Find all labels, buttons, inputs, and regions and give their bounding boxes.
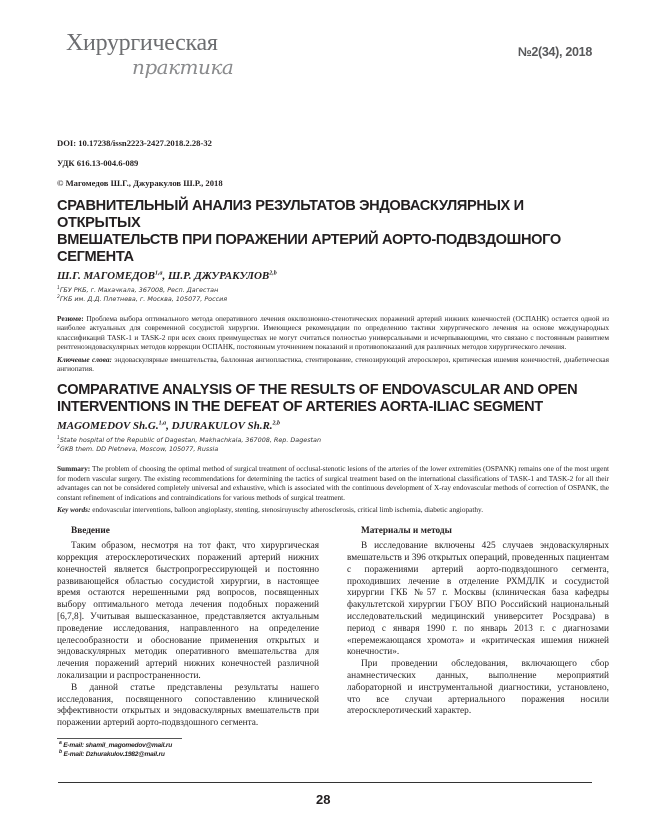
udk: УДК 616.13-004.6-089 (57, 158, 139, 168)
footnote-b-mark: b (59, 748, 62, 755)
page-number: 28 (316, 792, 331, 807)
footnote-a-mark: a (59, 739, 62, 746)
keywords-label: Ключевые слова: (57, 354, 112, 364)
methods-heading: Материалы и методы (361, 526, 452, 537)
affiliations-en: $^1$State hospital of the Republic of Dagestan, Makhachkala, 367008, Rep. Dagestan $^2$GKB them. DD Pletneva, Moscow, 105077, Russia (57, 436, 322, 454)
author2-sup: 2,b (269, 270, 277, 277)
summary-label: Summary: (57, 464, 91, 474)
intro-paragraph-1: Таким образом, несмотря на тот факт, что хирургическая коррекция атеросклеротических поражений артерий нижних конечностей является быстропрогрессирующей и постоянно развивающейся областью сосудистой хирургии, в настоящее время остаются нерешенными ряд вопросов, посвященных выбору оптимального метода лечения подобных поражений [6,7,8]. Учитывая вышесказанное, представляется актуальным проведение исследования, направленного на определение целесообразности и обоснование применения открытых и эндоваскулярных методик оперативного вмешательства для лечения поражений артерий нижних конечностей различной локализации и распространенности. (57, 541, 319, 682)
email-a[interactable]: E-mail: shamil_magomedov@mail.ru (63, 742, 173, 750)
footer-divider (58, 782, 592, 783)
intro-heading: Введение (71, 526, 110, 537)
title-ru-line2: ВМЕШАТЕЛЬСТВ ПРИ ПОРАЖЕНИИ АРТЕРИЙ АОРТО-ПОДВЗДОШНОГО СЕГМЕНТА (57, 232, 561, 265)
author2-en: DJURAKULOV Sh.R. (171, 420, 273, 433)
methods-paragraph-1: В исследование включены 425 случаев эндоваскулярных вмешательств и 396 открытых операций, проведенных пациентам с поражениями артерий аорто-подвздошного сегмента, проходивших лечение в отделение РХМДЛК и сосудистой хирургии ГКБ №57 г. Москвы (клиническая база кафедры факультетской хирургии ГБОУ ВПО Российский национальный исследовательский медицинский университет Росздрава) в период с января 1990 г. по январь 2013 г. с диагнозами «перемежающаяся хромота» и «критическая ишемия нижней конечности». (347, 541, 609, 658)
title-en-line1: COMPARATIVE ANALYSIS OF THE RESULTS OF ENDOVASCULAR AND OPEN (57, 382, 578, 399)
affiliation1-ru: ГБУ РКБ, г. Махачкала, 367008, Респ. Дагестан (59, 286, 219, 294)
abstract-label: Резюме: (57, 314, 84, 323)
left-column (57, 526, 319, 759)
author1-en-sup: 1,a (158, 420, 167, 427)
footnote-a (57, 741, 319, 750)
author2-en-sup: 2,b (272, 420, 281, 427)
methods-paragraph-2: При проведении обследования, включающего сбор анамнестических данных, выполнение мероприятий лабораторной и инструментальной диагностики, установлено, что все случаи артериального поражения носили атеросклеротический характер. (347, 659, 609, 717)
body-columns (57, 526, 609, 759)
abstract-ru (57, 314, 609, 352)
author2-ru: Ш.Р. ДЖУРАКУЛОВ (167, 270, 270, 282)
issue-number: №2(34), 2018 (517, 45, 592, 59)
title-ru (57, 198, 609, 266)
intro-paragraph-2: В данной статье представлены результаты нашего исследования, посвященного сопоставлению клинической эффективности открытых и эндоваскулярных вмешательств при поражении артерий аорто-подвздошного сегмента. (57, 682, 319, 729)
keywords-en-label: Key words: (57, 505, 91, 515)
title-ru-line1: СРАВНИТЕЛЬНЫЙ АНАЛИЗ РЕЗУЛЬТАТОВ ЭНДОВАСКУЛЯРНЫХ И ОТКРЫТЫХ (57, 198, 524, 231)
affiliations-ru: $^1$ГБУ РКБ, г. Махачкала, 367008, Респ. Дагестан $^2$ГКБ им. Д.Д. Плетнева, г. Москва, 105077, Россия (57, 285, 228, 303)
footnote-divider (57, 738, 182, 739)
author1-ru: Ш.Г. МАГОМЕДОВ (57, 270, 155, 282)
author1-en: MAGOMEDOV Sh.G. (57, 420, 159, 433)
keywords-text: эндоваскулярные вмешательства, баллонная ангиопластика, стентирование, стенозирующий атеросклероз, критическая ишемия конечностей, диабетическая ангиопатия. (57, 354, 609, 374)
affiliation2-en: GKB them. DD Pletneva, Moscow, 105077, Russia (59, 445, 219, 454)
affiliation2-ru: ГКБ им. Д.Д. Плетнева, г. Москва, 105077, Россия (59, 295, 228, 303)
copyright: © Магомедов Ш.Г., Джуракулов Ш.Р., 2018 (57, 178, 223, 188)
keywords-ru (57, 355, 609, 374)
affiliation1-en: State hospital of the Republic of Dagestan, Makhachkala, 367008, Rep. Dagestan (59, 436, 322, 445)
abstract-text: Проблема выбора оптимального метода оперативного лечения окклюзионно-стенотических поражений артерий нижних конечностей (ОСПАНК) остается одной из наиболее актуальных для современной сосудистой хирургии. Имеющиеся рекомендации по определению тактики хирургического лечения на основе международных классификаций TASK-1 и TASK-2 при всех своих преимуществах не могут считаться полностью универсальными и исчерпывающими, что связано с постоянным развитием рентгеноэндоваскулярных методов коррекции ОСПАНК, постоянным уточнением показаний и противопоказаний для различных методов хирургического лечения. (57, 314, 609, 352)
journal-logo-subtitle: практика (132, 55, 234, 79)
keywords-en (57, 505, 609, 514)
title-en-line2: INTERVENTIONS IN THE DEFEAT OF ARTERIES AORTA-ILIAC SEGMENT (57, 399, 543, 416)
authors-en: MAGOMEDOV Sh.G.$^{1,a}$, DJURAKULOV Sh.R.$^{2,b}$ (57, 420, 281, 433)
summary-en (57, 464, 609, 502)
article-content (57, 138, 609, 759)
doi[interactable]: DOI: 10.17238/issn2223-2427.2018.2.28-32 (57, 138, 212, 148)
author1-sup: 1,a (154, 270, 163, 277)
title-en (57, 382, 609, 416)
right-column (347, 526, 609, 759)
summary-text: The problem of choosing the optimal method of surgical treatment of occlusal-stenotic lesions of the arteries of the lower extremities (OSPANK) remains one of the most urgent for modern vascular surgery. The existing recommendations for determining the tactics of surgical treatment based on the international classifications of TASK-1 and TASK-2 for all their advantages can not be considered completely universal and exhaustive, which is associated with the continuous development of X-ray endovascular methods of correction of OSPANK, the constant refinement of indications and contraindications for various methods of surgical treatment. (57, 464, 609, 502)
keywords-en-text: endovascular interventions, balloon angioplasty, stenting, stenosiruyuschy atherosclerosis, critical limb ischemia, diabetic angiopathy. (92, 505, 484, 515)
authors-ru: Ш.Г. МАГОМЕДОВ$^{1,a}$, Ш.Р. ДЖУРАКУЛОВ$^{2,b}$ (57, 270, 277, 282)
journal-logo: Хирургическая (66, 30, 218, 56)
footnote-b (57, 750, 319, 759)
email-b[interactable]: E-mail: Dzhurakulov.1982@mail.ru (63, 751, 165, 759)
